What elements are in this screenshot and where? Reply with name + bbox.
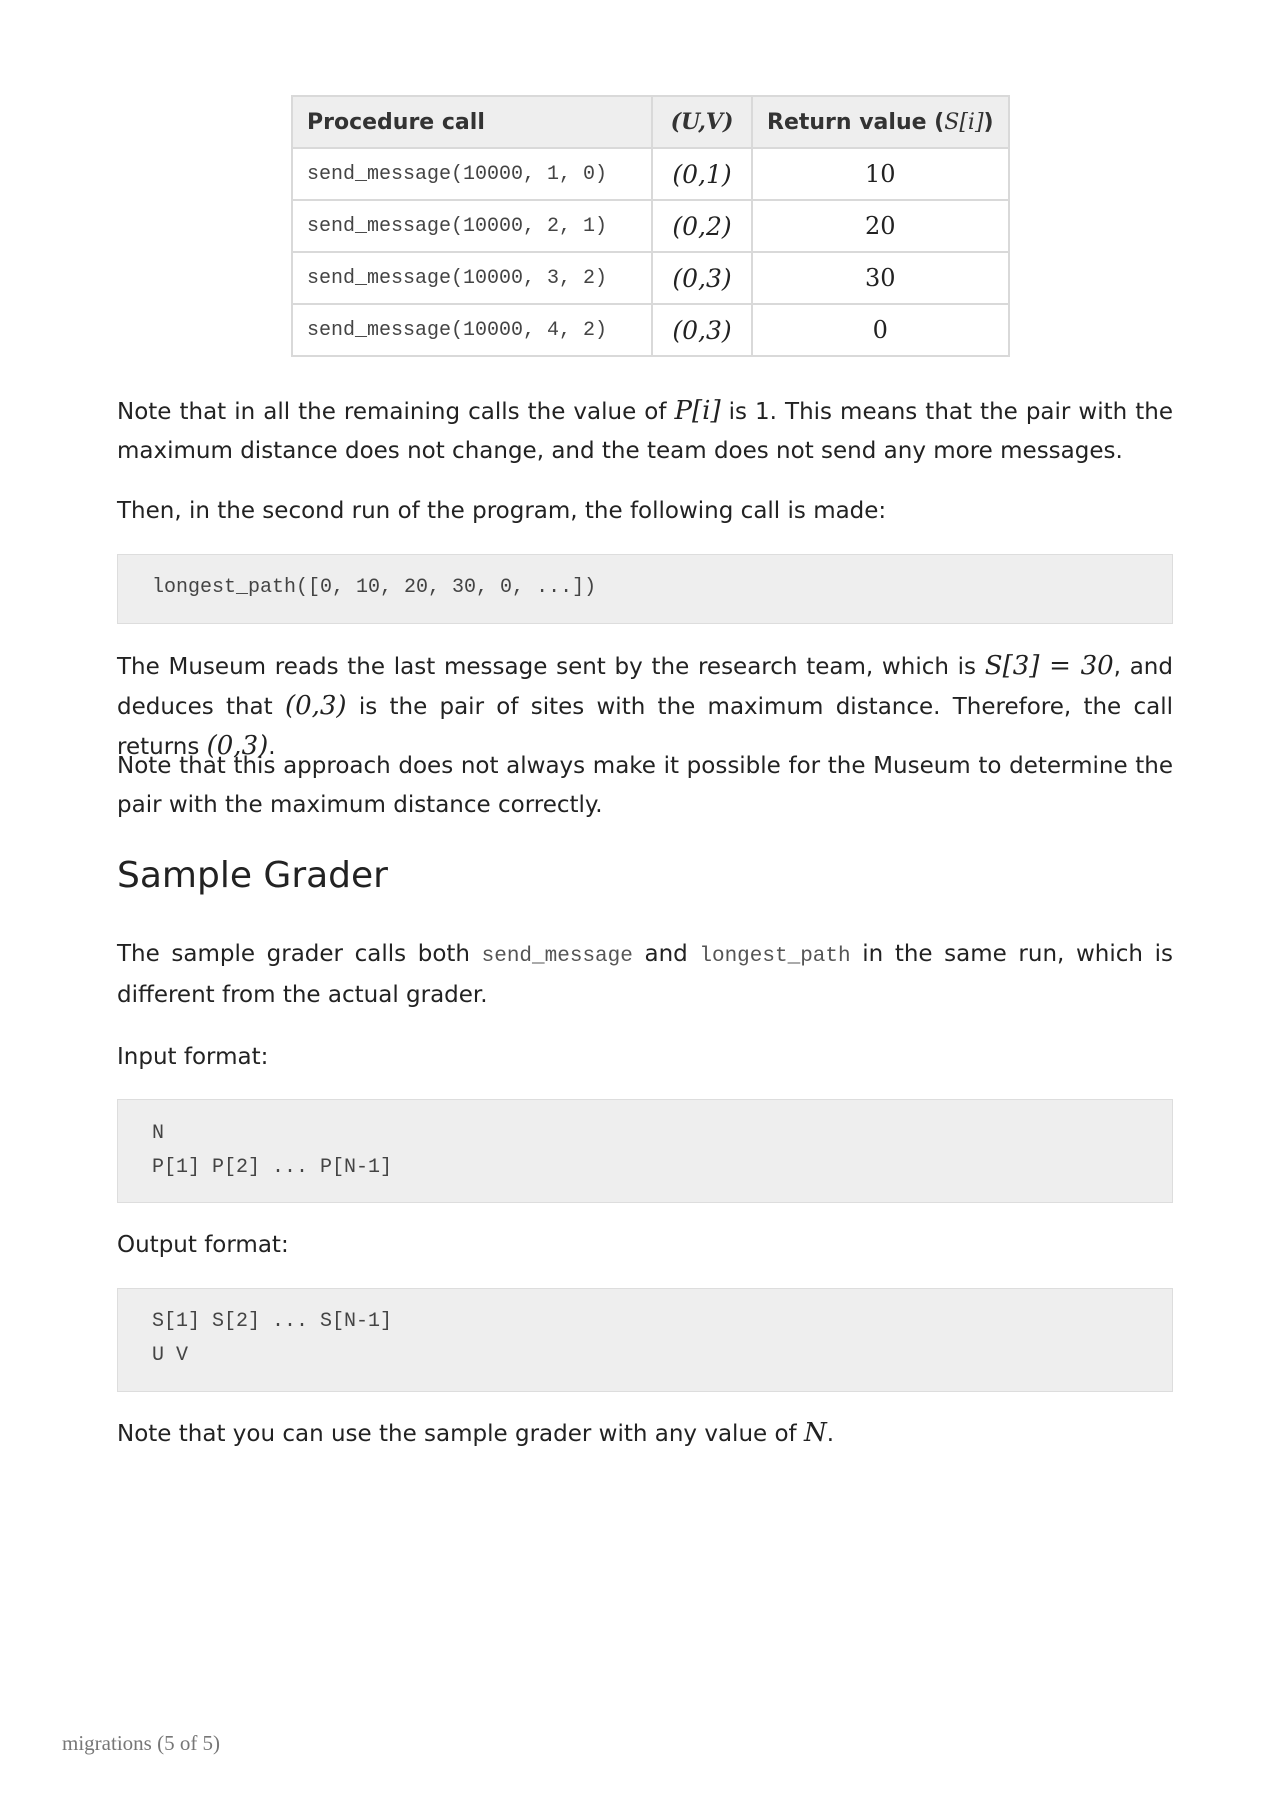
- longest-path-call-code: [117, 554, 1173, 624]
- header-return-value-suffix: ): [983, 109, 994, 135]
- header-return-value: [752, 96, 1009, 148]
- call-cell: send_message(10000, 4, 2): [292, 304, 652, 356]
- note1-before: Note that in all the remaining calls the value of: [117, 399, 675, 425]
- museum-text-3: is the pair of sites with the maximum distance. Therefore, the call returns: [117, 694, 1173, 760]
- code-line: P[1] P[2] ... P[N-1]: [152, 1156, 393, 1179]
- uv-cell: (0,3): [652, 252, 752, 304]
- note1-math: P[i]: [674, 396, 721, 426]
- museum-math-2: (0,3): [284, 691, 347, 721]
- note3-after: .: [826, 1421, 835, 1447]
- table-row: [292, 200, 1009, 252]
- return-cell: 30: [752, 252, 1009, 304]
- output-format-code: [117, 1288, 1173, 1392]
- remaining-calls-note: [117, 392, 1173, 471]
- header-return-value-math: S[i]: [944, 109, 984, 135]
- uv-cell: (0,3): [652, 304, 752, 356]
- page-footer: migrations (5 of 5): [62, 1731, 221, 1755]
- header-return-value-prefix: Return value (: [767, 109, 945, 135]
- grader-text-3: in the same run, which is different from the actual grader.: [117, 941, 1173, 1008]
- inline-code-longest-path: longest_path: [699, 945, 851, 968]
- section-title-sample-grader: Sample Grader: [117, 855, 388, 896]
- code-line: N: [152, 1122, 165, 1145]
- code-line: U V: [152, 1344, 189, 1367]
- second-run-text: Then, in the second run of the program, the following call is made:: [117, 498, 887, 524]
- grader-text-1: The sample grader calls both: [117, 941, 482, 967]
- sample-grader-description: [117, 935, 1173, 1015]
- approach-limitation-note: Note that this approach does not always make it possible for the Museum to determine the pair with the maximum distance correctly.: [117, 753, 1173, 818]
- table-header-row: [292, 96, 1009, 148]
- return-cell: 10: [752, 148, 1009, 200]
- return-cell: 20: [752, 200, 1009, 252]
- output-format-label: Output format:: [117, 1232, 289, 1258]
- sample-grader-any-n-note: [117, 1414, 1173, 1454]
- note3-math: N: [803, 1418, 827, 1448]
- table-row: [292, 148, 1009, 200]
- table-row: [292, 252, 1009, 304]
- return-cell: 0: [752, 304, 1009, 356]
- input-format-label: Input format:: [117, 1044, 269, 1070]
- code-line: longest_path([0, 10, 20, 30, 0, ...]): [152, 576, 597, 599]
- call-cell: send_message(10000, 2, 1): [292, 200, 652, 252]
- museum-math-1: S[3] = 30: [984, 651, 1114, 681]
- code-line: S[1] S[2] ... S[N-1]: [152, 1310, 393, 1333]
- procedure-call-table: [291, 95, 1010, 357]
- note3-before: Note that you can use the sample grader with any value of: [117, 1421, 804, 1447]
- call-cell: send_message(10000, 1, 0): [292, 148, 652, 200]
- museum-math-3: (0,3): [206, 731, 269, 761]
- museum-text-1: The Museum reads the last message sent by the research team, which is: [117, 654, 985, 680]
- museum-text-2: , and deduces that: [117, 654, 1173, 720]
- uv-cell: (0,2): [652, 200, 752, 252]
- grader-text-2: and: [632, 941, 700, 967]
- uv-cell: (0,1): [652, 148, 752, 200]
- note1-after: is 1. This means that the pair with the maximum distance does not change, and the team does not send any more messages.: [117, 399, 1173, 464]
- table-row: [292, 304, 1009, 356]
- header-procedure-call: Procedure call: [292, 96, 652, 148]
- header-uv: (U,V): [652, 96, 752, 148]
- input-format-code: [117, 1099, 1173, 1203]
- call-cell: send_message(10000, 3, 2): [292, 252, 652, 304]
- inline-code-send-message: send_message: [481, 945, 633, 968]
- museum-text-4: .: [268, 734, 276, 760]
